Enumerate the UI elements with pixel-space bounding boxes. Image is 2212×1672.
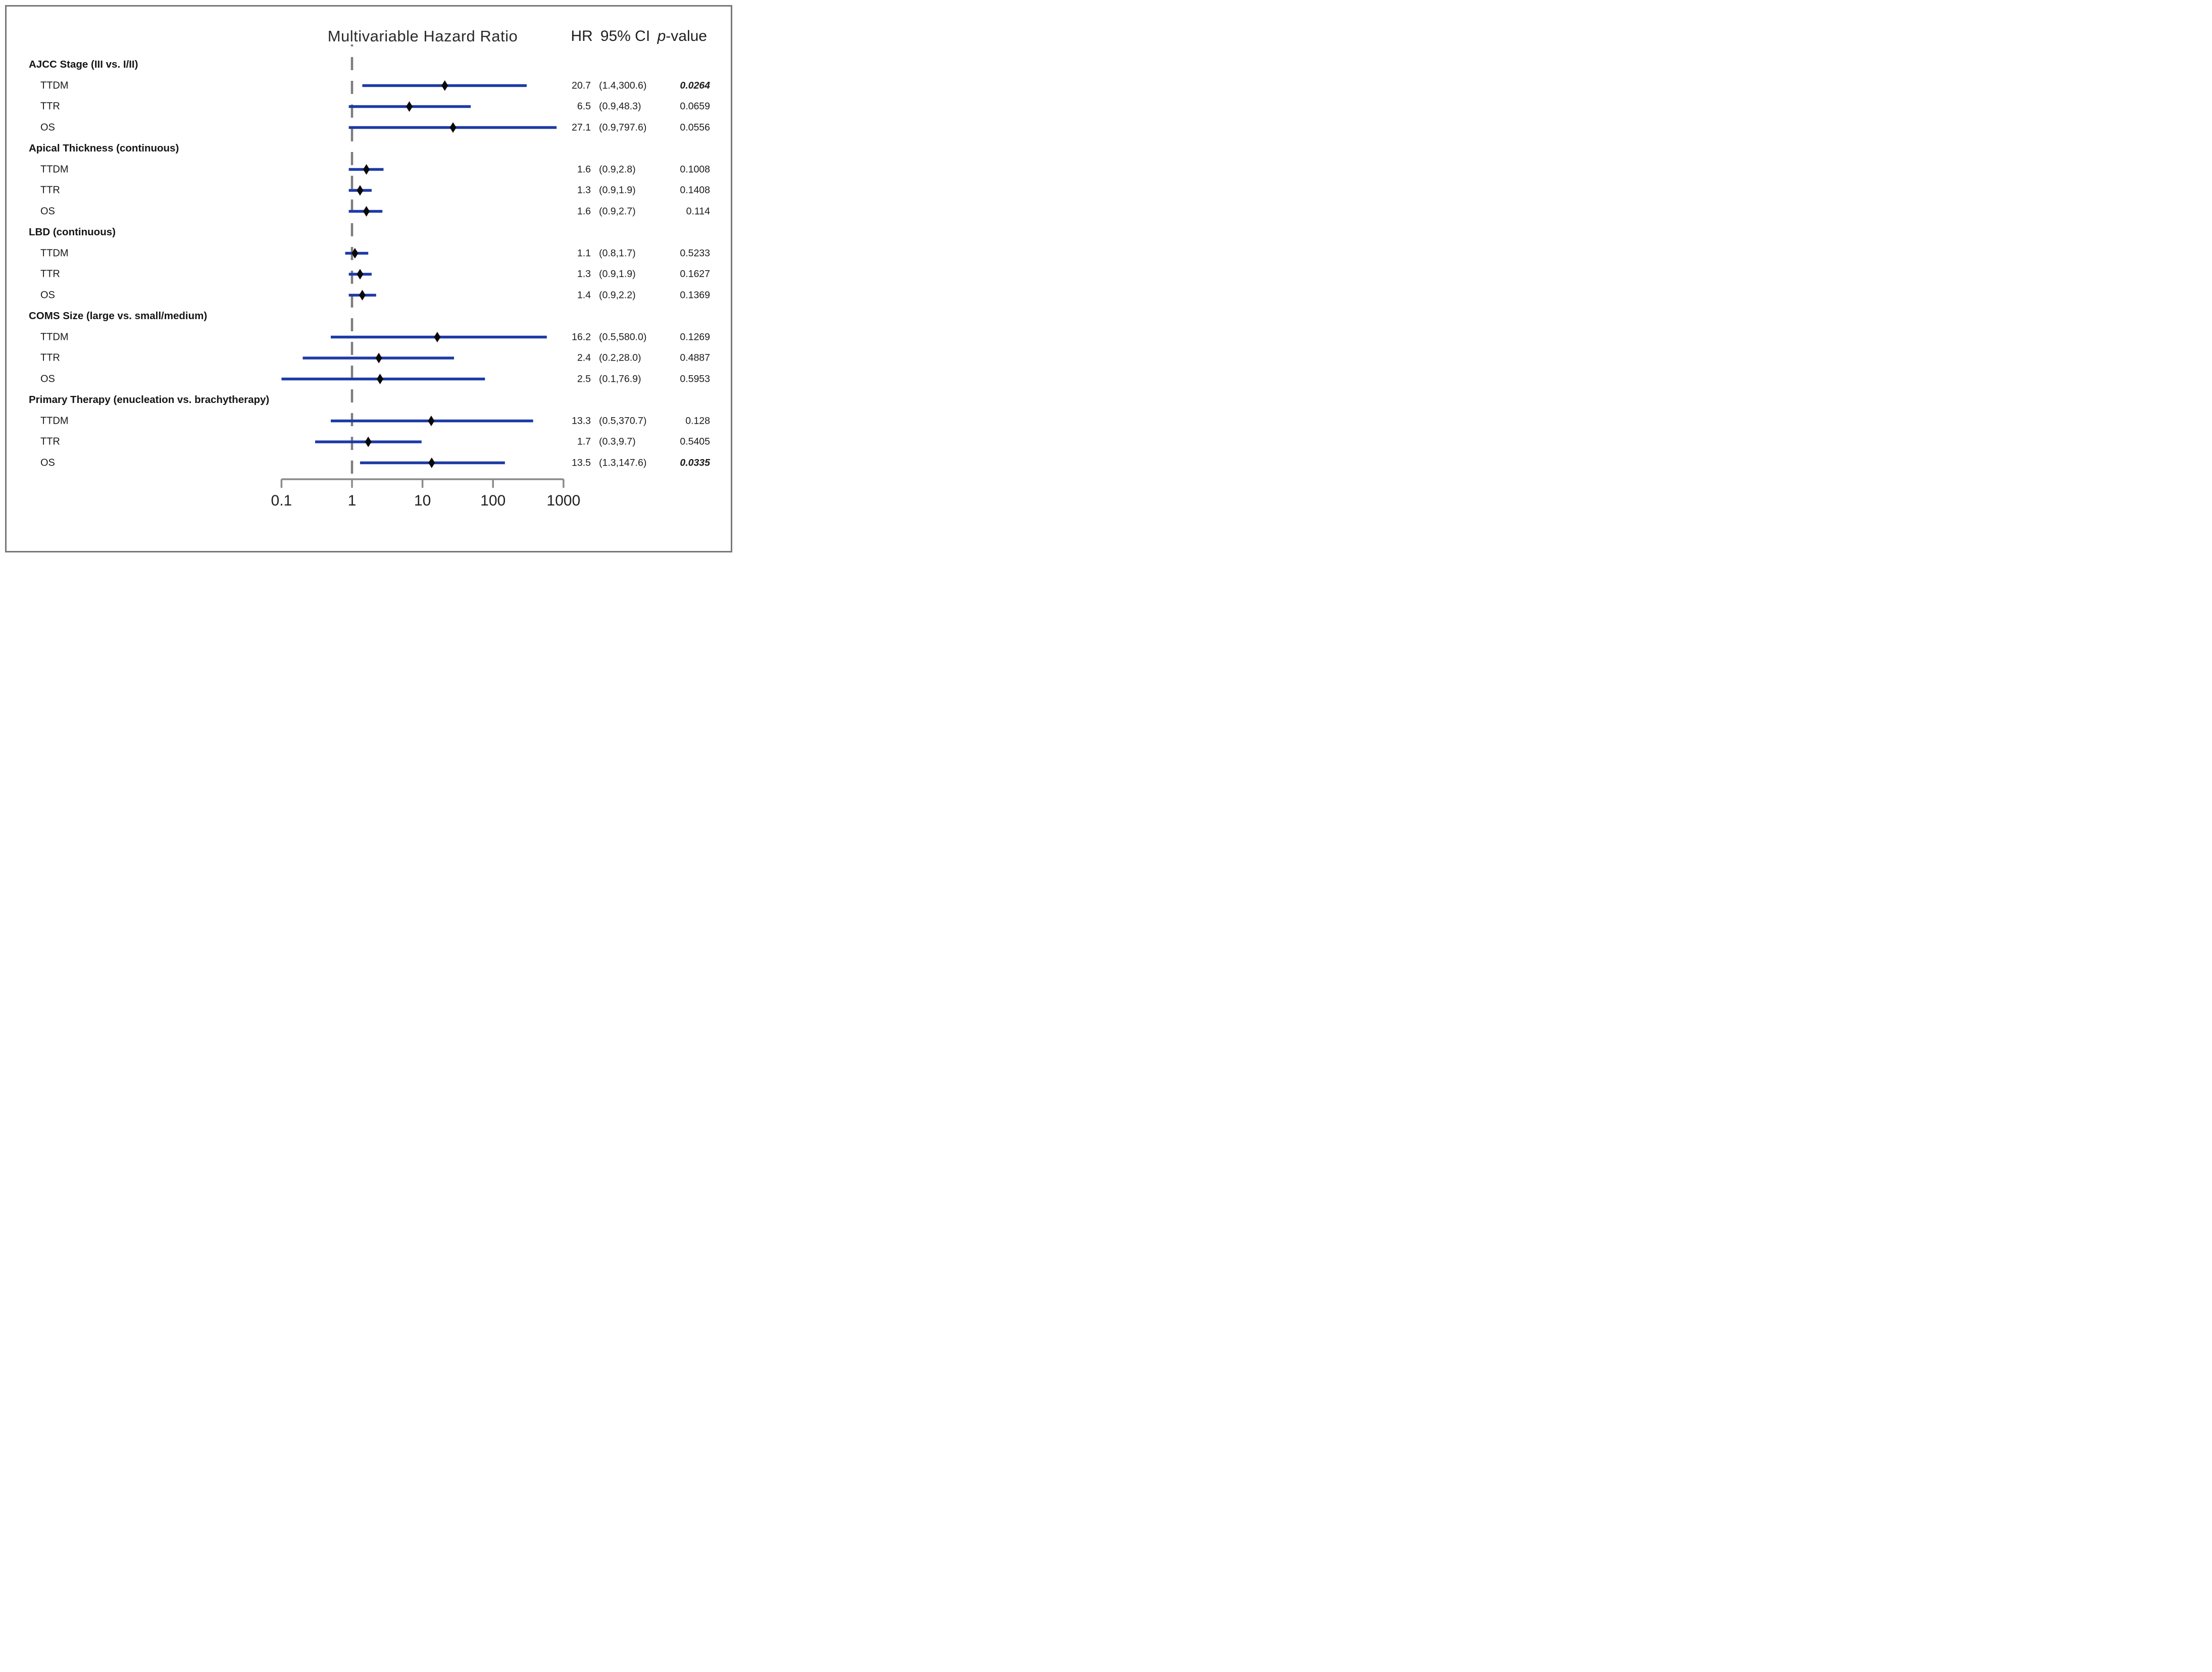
group-label: AJCC Stage (III vs. I/II) [29, 59, 138, 70]
row-label: TTR [40, 100, 60, 112]
row-label: OS [40, 206, 55, 217]
p-value: 0.128 [685, 415, 710, 426]
ci-value: (0.9,2.2) [599, 289, 636, 300]
hr-value: 1.1 [577, 247, 591, 259]
group-label: Primary Therapy (enucleation vs. brachytherapy) [29, 394, 270, 406]
chart-title: Multivariable Hazard Ratio [327, 27, 518, 45]
axis-tick-label: 1000 [546, 492, 581, 509]
p-value: 0.5405 [680, 436, 710, 447]
hr-value: 6.5 [577, 100, 591, 112]
hr-marker [376, 353, 382, 364]
axis-tick-label: 0.1 [271, 492, 292, 509]
ci-value: (0.2,28.0) [599, 352, 641, 364]
hr-value: 2.5 [577, 373, 591, 384]
ci-value: (0.9,1.9) [599, 184, 636, 196]
p-value: 0.1269 [680, 331, 710, 342]
p-value: 0.0659 [680, 100, 710, 112]
p-value: 0.1408 [680, 184, 710, 196]
hr-value: 1.7 [577, 436, 591, 447]
hr-marker [377, 374, 383, 384]
group-label: COMS Size (large vs. small/medium) [29, 310, 208, 322]
ci-value: (0.9,2.7) [599, 206, 636, 217]
ci-value: (1.4,300.6) [599, 80, 647, 91]
hr-marker [365, 437, 372, 447]
hr-value: 13.5 [572, 457, 591, 468]
p-value: 0.5953 [680, 373, 710, 384]
row-label: TTR [40, 436, 60, 447]
row-label: TTDM [40, 80, 69, 91]
row-label: TTR [40, 184, 60, 196]
ci-value: (0.5,370.7) [599, 415, 647, 426]
ci-value: (0.3,9.7) [599, 436, 636, 447]
hr-marker [363, 164, 370, 175]
axis-tick-label: 1 [347, 492, 357, 509]
row-label: TTDM [40, 164, 69, 175]
row-label: TTDM [40, 247, 69, 259]
ci-value: (0.9,1.9) [599, 268, 636, 280]
group-label: Apical Thickness (continuous) [29, 142, 179, 154]
hr-value: 1.3 [577, 268, 591, 280]
p-value: 0.1369 [680, 289, 710, 300]
hr-value: 1.6 [577, 164, 591, 175]
hr-marker [357, 185, 363, 196]
hr-value: 1.4 [577, 289, 591, 300]
p-value: 0.0264 [680, 80, 710, 91]
hr-value: 20.7 [572, 80, 591, 91]
hr-marker [434, 332, 440, 342]
ci-value: (0.8,1.7) [599, 247, 636, 259]
ci-value: (0.9,797.6) [599, 122, 647, 133]
col-header-ci: 95% CI [600, 28, 650, 44]
row-label: TTDM [40, 415, 69, 426]
row-label: TTR [40, 352, 60, 364]
axis-tick-label: 10 [414, 492, 431, 509]
pvalue-italic-p: p [657, 28, 666, 44]
hr-marker [441, 80, 448, 91]
hr-marker [406, 102, 413, 112]
group-label: LBD (continuous) [29, 226, 116, 238]
hr-value: 13.3 [572, 415, 591, 426]
ci-value: (0.1,76.9) [599, 373, 641, 384]
hr-value: 27.1 [572, 122, 591, 133]
pvalue-suffix: -value [666, 28, 707, 44]
p-value: 0.4887 [680, 352, 710, 364]
forest-plot-figure [0, 0, 737, 558]
p-value: 0.1008 [680, 164, 710, 175]
p-value: 0.1627 [680, 268, 710, 280]
hr-marker [428, 416, 434, 426]
row-label: TTDM [40, 331, 69, 342]
hr-marker [363, 206, 370, 217]
hr-marker [450, 122, 457, 133]
row-label: OS [40, 289, 55, 300]
hr-value: 16.2 [572, 331, 591, 342]
ci-value: (0.9,48.3) [599, 100, 641, 112]
ci-value: (0.5,580.0) [599, 331, 647, 342]
hr-marker [357, 269, 363, 280]
p-value: 0.5233 [680, 247, 710, 259]
p-value: 0.0556 [680, 122, 710, 133]
ci-value: (0.9,2.8) [599, 164, 636, 175]
row-label: OS [40, 373, 55, 384]
ci-value: (1.3,147.6) [599, 457, 647, 468]
hr-marker [359, 290, 366, 300]
hr-value: 2.4 [577, 352, 591, 364]
axis-tick-label: 100 [480, 492, 506, 509]
p-value: 0.0335 [680, 457, 710, 468]
row-label: TTR [40, 268, 60, 280]
row-label: OS [40, 122, 55, 133]
hr-value: 1.3 [577, 184, 591, 196]
col-header-hr: HR [571, 28, 593, 44]
hr-value: 1.6 [577, 206, 591, 217]
p-value: 0.114 [686, 206, 710, 217]
hr-marker [428, 458, 435, 468]
row-label: OS [40, 457, 55, 468]
